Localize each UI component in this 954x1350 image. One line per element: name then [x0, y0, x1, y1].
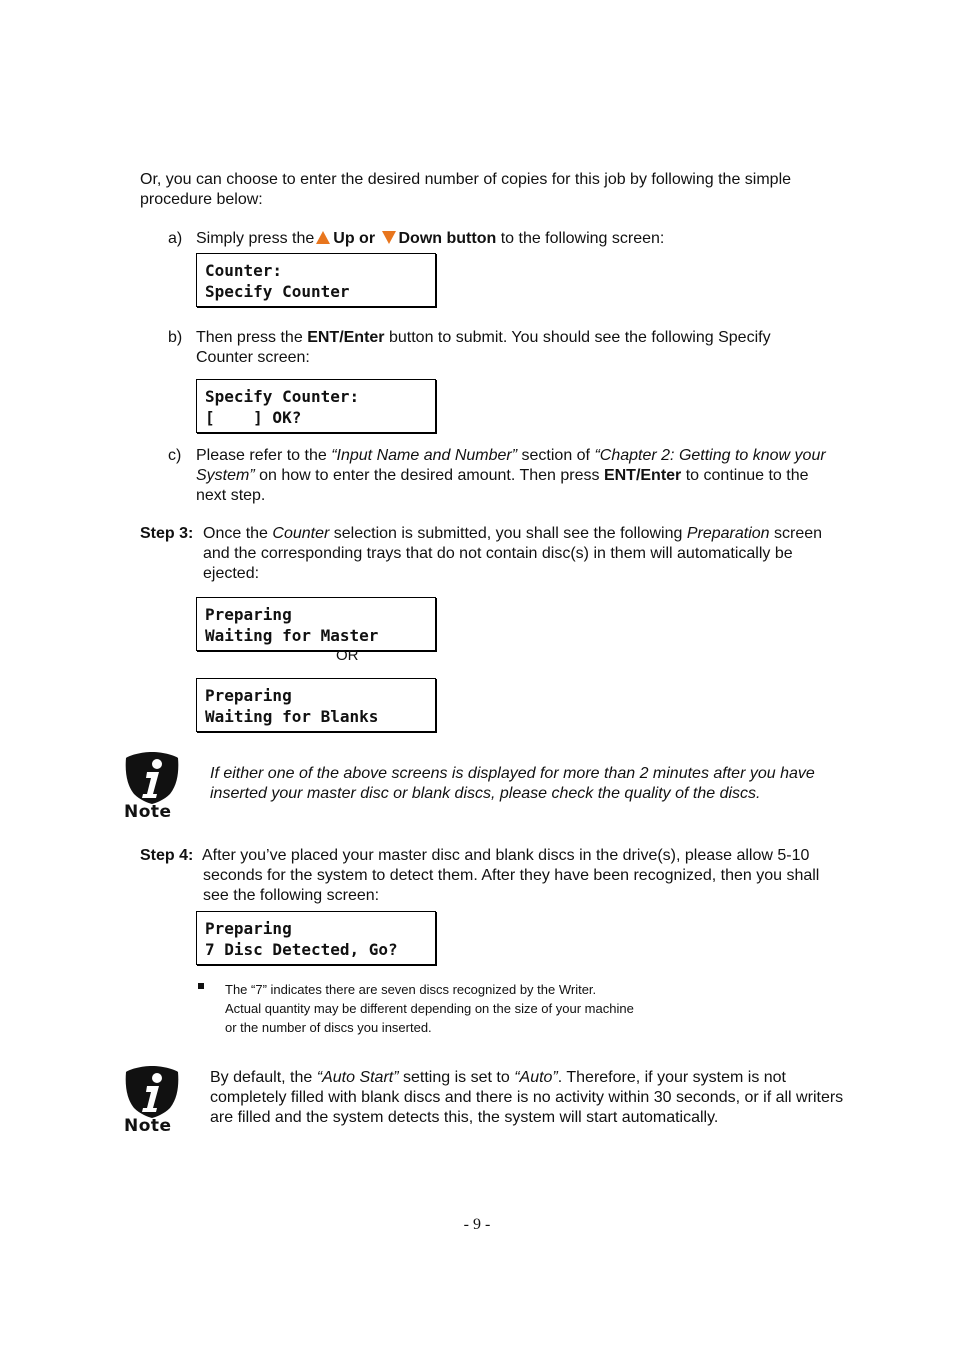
- item-b-label: b): [168, 329, 183, 346]
- intro-paragraph: Or, you can choose to enter the desired number of copies for this job by following the simple procedure below:: [140, 171, 792, 208]
- note-icon: [122, 1064, 182, 1138]
- step4-label: Step 4:: [140, 847, 194, 864]
- step3-text: Once the Counter selection is submitted, you shall see the following Preparation screen and the corresponding trays that do not contain disc(s) in them will automatically be ejected:: [203, 525, 823, 582]
- note1-text: If either one of the above screens is displayed for more than 2 minutes after you have inserted your master disc or blank discs, please check the quality of the discs.: [210, 765, 815, 802]
- or-label: OR: [336, 647, 359, 664]
- lcd-line: Preparing: [205, 605, 292, 624]
- lcd-line: Waiting for Blanks: [205, 707, 379, 726]
- lcd-screen-specify-counter: [196, 379, 436, 433]
- note-icon-label: Note: [124, 1116, 172, 1136]
- item-c-text: Please refer to the “Input Name and Number” section of “Chapter 2: Getting to know your System” on how to enter the desired amount. Then press ENT/Enter to continue to the next step.: [196, 447, 826, 504]
- step3-label: Step 3:: [140, 525, 194, 542]
- note-icon: [122, 750, 182, 824]
- bullet-text: The “7” indicates there are seven discs recognized by the Writer. Actual quantity may be different depending on the size of your machine or the number of discs you inserted.: [225, 982, 634, 1035]
- up-arrow-icon: [316, 231, 330, 244]
- lcd-line: Preparing: [205, 919, 292, 938]
- note2-text: By default, the “Auto Start” setting is set to “Auto”. Therefore, if your system is not completely filled with blank discs and there is no activity within 30 seconds, or if all writers are filled and the system detects this, the system will start automatically.: [210, 1069, 844, 1126]
- lcd-line: 7 Disc Detected, Go?: [205, 940, 398, 959]
- item-c-label: c): [168, 447, 182, 464]
- lcd-line: Specify Counter:: [205, 387, 360, 406]
- item-a-text: Simply press the Up or Down button to the following screen:: [196, 230, 665, 247]
- lcd-screen-disc-detected: [196, 911, 436, 965]
- lcd-line: Specify Counter: [205, 282, 350, 301]
- note-icon-label: Note: [124, 802, 172, 822]
- item-a-label: a): [168, 230, 183, 247]
- lcd-screen-waiting-blanks: [196, 678, 436, 732]
- lcd-screen-waiting-master: [196, 597, 436, 651]
- lcd-line: Counter:: [205, 261, 283, 280]
- step4-text: After you’ve placed your master disc and blank discs in the drive(s), please allow 5-10 seconds for the system to detect them. After they have been recognized, then you shall see the following screen:: [202, 847, 820, 904]
- lcd-screen-counter: [196, 253, 436, 307]
- lcd-line: [ ] OK?: [205, 408, 302, 427]
- down-arrow-icon: [382, 231, 396, 244]
- page-number: - 9 -: [463, 1216, 491, 1233]
- bullet-square-icon: [198, 983, 204, 989]
- lcd-line: Preparing: [205, 686, 292, 705]
- lcd-line: Waiting for Master: [205, 626, 379, 645]
- item-b-text: Then press the ENT/Enter button to submit. You should see the following Specify Counter screen:: [196, 329, 771, 366]
